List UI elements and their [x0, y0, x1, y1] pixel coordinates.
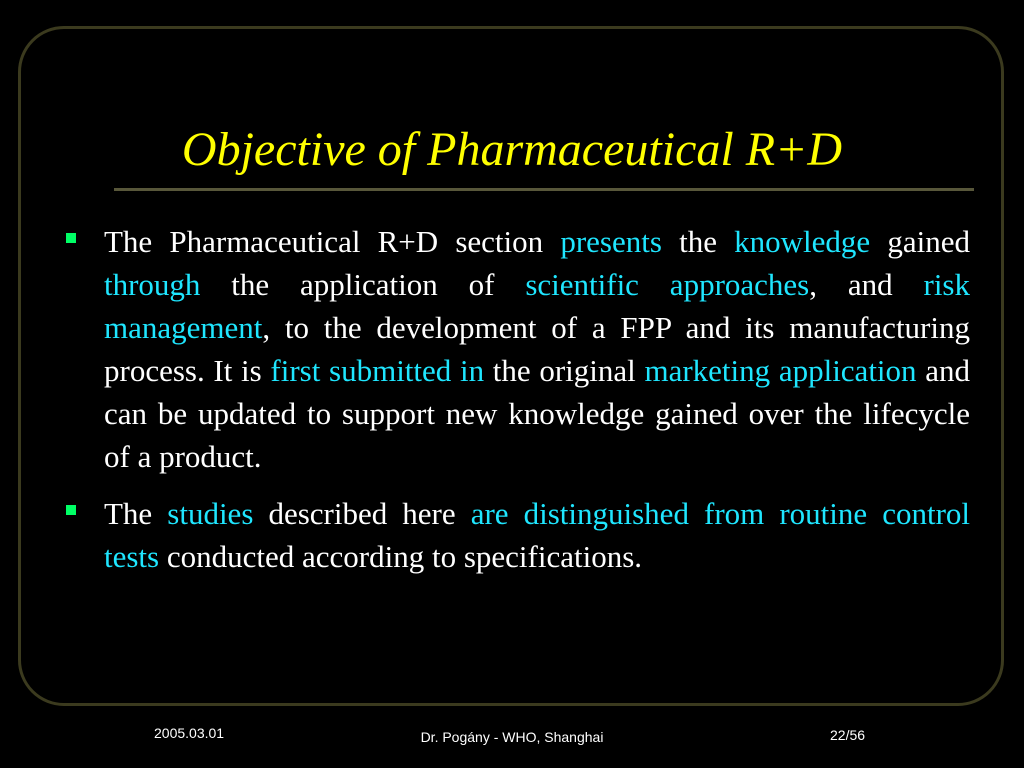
text-segment: conducted according to specifications. [159, 539, 643, 574]
highlight-segment: scientific approaches [525, 267, 810, 302]
text-segment: described here [253, 496, 471, 531]
highlight-segment: first submitted in [270, 353, 485, 388]
footer-author: Dr. Pogány - WHO, Shanghai [420, 729, 604, 745]
highlight-segment: are distinguished from routine control tests [104, 496, 971, 574]
text-segment: , and [809, 267, 924, 302]
text-segment: gained [870, 224, 970, 259]
bullet-text-1 [104, 224, 970, 474]
text-segment: the original [484, 353, 645, 388]
highlight-segment: studies [167, 496, 254, 531]
square-bullet-icon [66, 233, 76, 243]
bullet-item-2 [62, 492, 970, 578]
highlight-segment: risk management [104, 267, 970, 345]
square-bullet-icon [66, 505, 76, 515]
highlight-segment: knowledge [734, 224, 871, 259]
highlight-segment: presents [560, 224, 662, 259]
highlight-segment: through [104, 267, 201, 302]
bullet-list [62, 220, 970, 592]
text-segment: The Pharmaceutical R+D section [104, 224, 561, 259]
footer-date: 2005.03.01 [154, 725, 225, 741]
text-segment: and can be updated to support new knowledge gained over the lifecycle of a product. [104, 353, 970, 474]
highlight-segment: marketing application [644, 353, 917, 388]
title-divider [114, 188, 974, 191]
slide-title: Objective of Pharmaceutical R+D [181, 123, 843, 176]
text-segment: the application of [200, 267, 526, 302]
text-segment: The [104, 496, 168, 531]
bullet-text-2 [104, 496, 970, 574]
footer-page-number: 22/56 [830, 727, 866, 743]
text-segment: , to the development of a FPP and its manufacturing process. It is [104, 310, 970, 388]
text-segment: the [661, 224, 735, 259]
bullet-item-1 [62, 220, 970, 478]
